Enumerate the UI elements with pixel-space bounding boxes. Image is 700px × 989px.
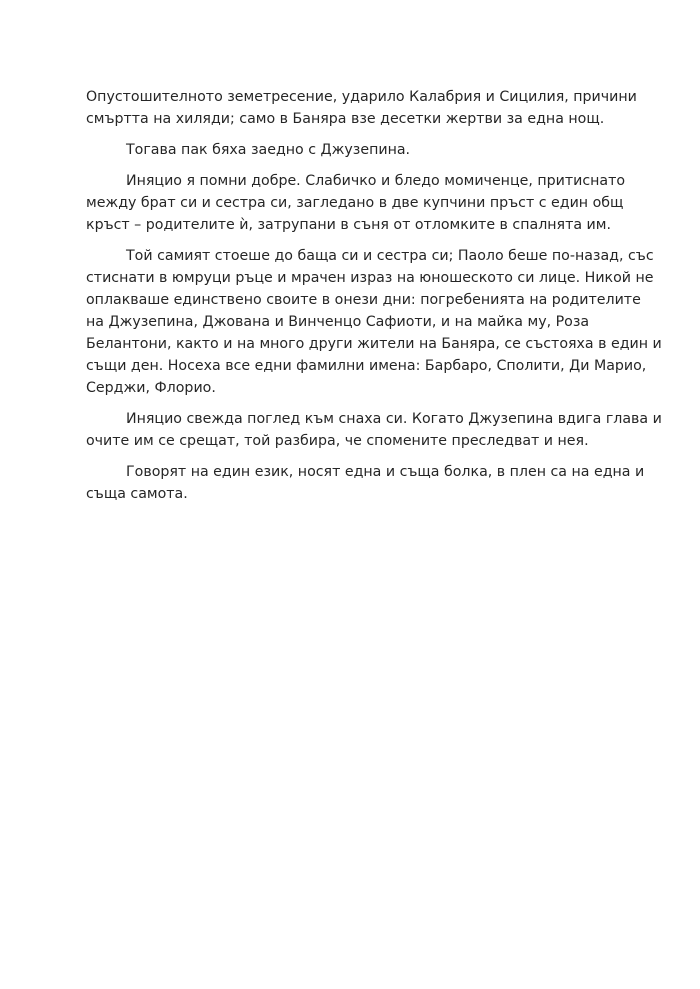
text-line: Той самият стоеше до баща си и сестра си; Паоло беше по-назад, със	[126, 248, 654, 264]
paragraph-4	[86, 245, 662, 399]
text-line: Говорят на един език, носят една и съща болка, в плен са на една и	[126, 464, 645, 480]
paragraph-2	[86, 139, 616, 161]
paragraph-1	[86, 86, 637, 130]
text-line: Серджи, Флорио.	[86, 380, 216, 396]
text-line: Тогава пак бяха заедно с Джузепина.	[126, 142, 411, 158]
text-line: същи ден. Носеха все едни фамилни имена: Барбаро, Сполити, Ди Марио,	[86, 358, 647, 374]
text-line: Иняцио свежда поглед към снаха си. Когато Джузепина вдига глава и	[126, 411, 662, 427]
text-line: Белантони, както и на много други жители на Баняра, се състояха в един и	[86, 336, 662, 352]
text-line: оплакваше единствено своите в онези дни: погребенията на родителите	[86, 292, 641, 308]
text-line: на Джузепина, Джована и Винченцо Сафиоти, и на майка му, Роза	[86, 314, 590, 330]
text-line: Иняцио я помни добре. Слабичко и бледо момиченце, притиснато	[126, 173, 626, 189]
body-text	[86, 86, 662, 514]
text-line: между брат си и сестра си, загледано в две купчини пръст с един общ	[86, 195, 624, 211]
text-line: стиснати в юмруци ръце и мрачен израз на юношеското си лице. Никой не	[86, 270, 654, 286]
text-line: Опустошителното земетресение, ударило Калабрия и Сицилия, причини	[86, 89, 637, 105]
text-line: съща самота.	[86, 486, 188, 502]
text-line: очите им се срещат, той разбира, че спомените преследват и нея.	[86, 433, 589, 449]
text-line: кръст – родителите ѝ, затрупани в съня от отломките в спалнята им.	[86, 217, 611, 233]
paragraph-6	[86, 461, 645, 505]
paragraph-3	[86, 170, 626, 236]
text-line: смъртта на хиляди; само в Баняра взе десетки жертви за една нощ.	[86, 111, 605, 127]
paragraph-5	[86, 408, 662, 452]
